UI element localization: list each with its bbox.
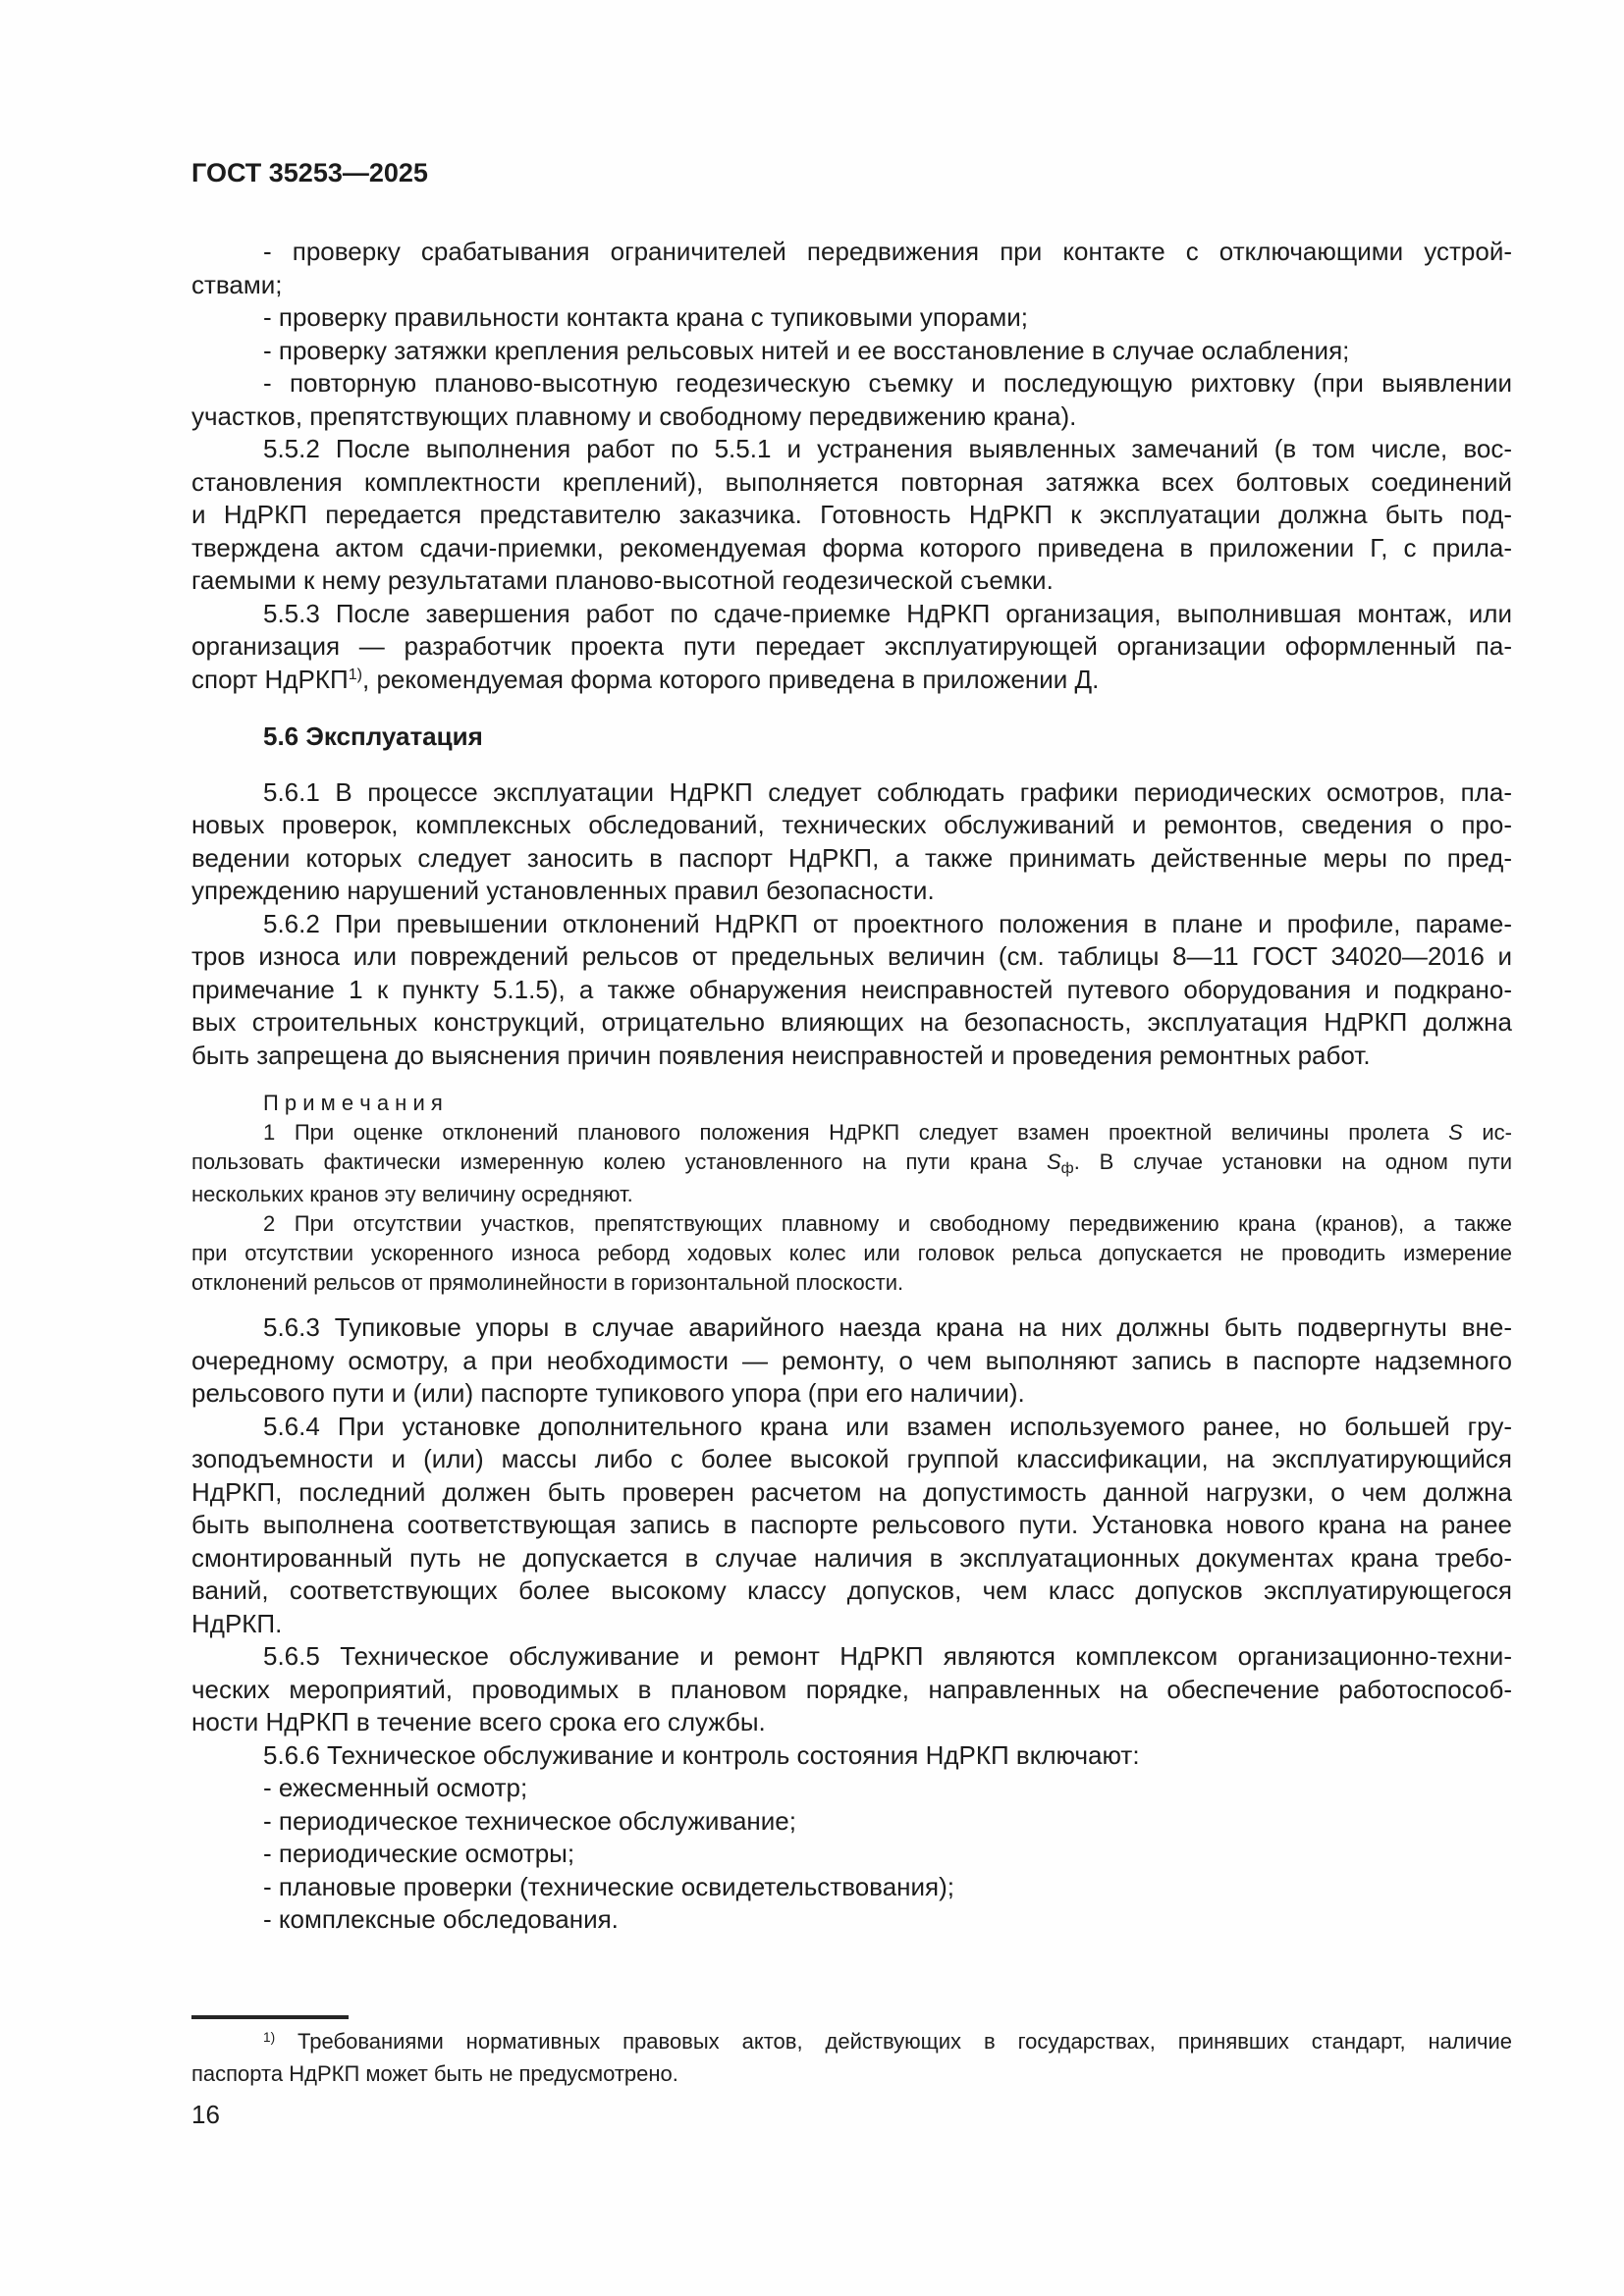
text-segment: ваний, соответствующих более высокому классу допусков, чем класс допусков эксплуатирующегося [191,1575,1512,1605]
note-1 [191,1118,1512,1209]
text-segment: П р и м е ч а н и я [263,1091,443,1115]
text-line [191,499,1512,532]
variable-italic: S [1046,1149,1061,1174]
standard-number-header: ГОСТ 35253—2025 [191,158,428,187]
text-segment: быть выполнена соответствующая запись в паспорте рельсового пути. Установка нового крана на ранее [191,1510,1512,1539]
text-segment: - плановые проверки (технические освидетельствования); [263,1871,954,1901]
text-line [191,1739,1512,1773]
text-line [191,1209,1512,1239]
text-segment: при отсутствии ускоренного износа реборд ходовых колес или головок рельса допускается не проводить измерение [191,1241,1512,1265]
notes-block [191,1089,1512,1298]
text-segment: - проверку правильности контакта крана с тупиковыми упорами; [263,302,1028,332]
paragraph-5-6-6 [191,1739,1512,1773]
text-segment: пользовать фактически измеренную колею установленного на пути крана [191,1149,1047,1174]
text-segment: 5.6.2 При превышении отклонений НдРКП от проектного положения в плане и профиле, параме- [263,908,1512,938]
text-line [191,1674,1512,1707]
text-line [191,1805,1512,1839]
text-line [191,776,1512,810]
text-segment: новых проверок, комплексных обследований, технических обслуживаний и ремонтов, сведения о про- [191,810,1512,839]
list-item-periodic-maintenance [191,1805,1512,1839]
text-segment: ис- [1462,1120,1513,1145]
text-line [191,664,1512,701]
text-segment: - ежесменный осмотр; [263,1773,528,1802]
paragraph-5-6-1 [191,776,1512,908]
list-item-rail-fastening [191,335,1512,368]
footnote-divider [191,2015,349,2019]
text-segment: - проверку срабатывания ограничителей передвижения при контакте с отключающими устрой- [263,237,1512,266]
text-segment: ческих мероприятий, проводимых в плановом порядке, направленных на обеспечение работоспособ- [191,1674,1512,1704]
superscript-footnote-marker: 1) [263,2029,276,2045]
list-item-geodetic-survey [191,367,1512,433]
text-line [191,564,1512,598]
text-segment: 1 При оценке отклонений планового положения НдРКП следует взамен проектной величины пролета [263,1120,1449,1145]
note-2 [191,1209,1512,1298]
text-segment: ведении которых следует заносить в паспорт НдРКП, а также принимать действенные меры по пред- [191,842,1512,873]
text-segment: НдРКП, последний должен быть проверен расчетом на допустимость данной нагрузки, о чем должна [191,1476,1512,1507]
text-line [191,598,1512,631]
text-line [191,1345,1512,1378]
text-segment: и НдРКП передается представителю заказчика. Готовность НдРКП к эксплуатации должна быть под- [191,500,1512,529]
paragraph-5-6-5 [191,1640,1512,1739]
text-line [191,367,1512,400]
text-line [191,1239,1512,1268]
text-line [191,532,1512,565]
section-heading-5-6: 5.6 Эксплуатация [263,721,483,751]
text-line [191,1148,1512,1180]
paragraph-5-5-3 [191,598,1512,701]
text-segment: примечание 1 к пункту 5.1.5), а также обнаружения неисправностей путевого оборудования и подкрано- [191,974,1512,1004]
text-line [191,1871,1512,1904]
text-segment: 5.6.6 Техническое обслуживание и контроль состояния НдРКП включают: [263,1739,1140,1770]
text-line [191,842,1512,876]
text-segment: . В случае установки на одном пути [1073,1149,1513,1174]
text-segment: 5.6.4 При установке дополнительного крана или взамен используемого ранее, но большей гру- [263,1411,1512,1441]
text-segment: 5.6.5 Техническое обслуживание и ремонт НдРКП являются комплексом организационно-техни- [263,1641,1512,1671]
notes-heading [191,1089,1512,1118]
text-line [191,1772,1512,1805]
text-segment: - периодические осмотры; [263,1839,575,1868]
text-line [191,2027,1512,2059]
text-line [191,1575,1512,1608]
text-segment: смонтированный путь не допускается в случае наличия в эксплуатационных документах крана требо- [191,1542,1512,1573]
text-line [191,1838,1512,1871]
text-segment: - комплексные обследования. [263,1904,619,1934]
text-segment: рельсового пути и (или) паспорте тупикового упора (при его наличии). [191,1378,1025,1408]
text-line [191,1268,1512,1298]
text-segment: нескольких кранов эту величину осредняют. [191,1182,633,1206]
subscript-text: ф [1060,1160,1074,1178]
paragraph-5-5-2 [191,433,1512,598]
text-line [191,2059,1512,2089]
text-segment: - проверку затяжки крепления рельсовых нитей и ее восстановление в случае ослабления; [263,335,1350,365]
paragraph-5-6-4 [191,1411,1512,1641]
text-segment: 5.6.1 В процессе эксплуатации НдРКП следует соблюдать графики периодических осмотров, пла- [263,776,1512,807]
text-segment: НдРКП. [191,1608,283,1638]
variable-italic: S [1448,1120,1463,1145]
list-item-periodic-inspections [191,1838,1512,1871]
text-segment: , рекомендуемая форма которого приведена в приложении Д. [362,664,1100,694]
footnote [191,2027,1512,2089]
text-line [191,1089,1512,1118]
text-segment: тверждена актом сдачи-приемки, рекомендуемая форма которого приведена в приложении Г, с прила- [191,532,1512,562]
text-line [191,1476,1512,1510]
text-line [191,974,1512,1007]
text-segment: Требованиями нормативных правовых актов, действующих в государствах, принявших стандарт, наличие [275,2028,1512,2054]
text-line [191,1903,1512,1937]
text-segment: зоподъемности и (или) массы либо с более высокой группой классификации, на эксплуатирующийся [191,1444,1512,1473]
list-item-limit-switches [191,236,1512,301]
text-line [191,1006,1512,1040]
list-item-comprehensive-surveys [191,1903,1512,1937]
footnote-block [191,2015,1512,2089]
text-line [191,908,1512,941]
text-line [191,400,1512,434]
text-line [191,335,1512,368]
text-segment: ности НдРКП в течение всего срока его службы. [191,1707,766,1736]
text-segment: очередному осмотру, а при необходимости — ремонту, о чем выполняют запись в паспорте надземного [191,1345,1512,1375]
text-line [191,466,1512,500]
text-segment: становления комплектности креплений), выполняется повторная затяжка всех болтовых соединений [191,466,1512,497]
text-segment: 2 При отсутствии участков, препятствующих плавному и свободному передвижению крана (кранов), а также [263,1211,1512,1236]
text-line [191,433,1512,466]
text-line [191,236,1512,269]
text-line [191,269,1512,302]
text-line [191,1509,1512,1542]
text-segment: 5.5.3 После завершения работ по сдаче-приемке НдРКП организация, выполнившая монтаж, или [263,598,1512,628]
text-segment: спорт НдРКП [191,664,349,694]
text-line [191,1377,1512,1411]
text-line [191,1443,1512,1476]
text-line [191,1118,1512,1148]
text-line [191,1608,1512,1641]
list-item-buffer-contact [191,301,1512,335]
text-segment: упреждению нарушений установленных правил безопасности. [191,876,935,905]
text-segment: - периодическое техническое обслуживание; [263,1805,796,1836]
text-segment: - повторную планово-высотную геодезическую съемку и последующую рихтовку (при выявлении [263,368,1512,398]
text-segment: 5.6.3 Тупиковые упоры в случае аварийного наезда крана на них должны быть подвергнуты вне- [263,1312,1512,1342]
text-segment: ствами; [191,269,283,299]
text-line [191,1411,1512,1444]
text-line [191,809,1512,842]
text-segment: вых строительных конструкций, отрицательно влияющих на безопасность, эксплуатация НдРКП должна [191,1007,1512,1037]
superscript-footnote-marker: 1) [348,666,363,684]
page-number: 16 [191,2099,220,2129]
text-segment: организация — разработчик проекта пути передает эксплуатирующей организации оформленный па- [191,631,1512,661]
text-line [191,940,1512,974]
text-line [191,1706,1512,1739]
text-line [191,1180,1512,1209]
text-line [191,1311,1512,1345]
paragraph-5-6-2 [191,908,1512,1073]
paragraph-5-6-3 [191,1311,1512,1411]
text-segment: паспорта НдРКП может быть не предусмотрено. [191,2060,678,2086]
text-line [191,1640,1512,1674]
text-line [191,1040,1512,1073]
footnote-paragraph [191,2027,1512,2089]
text-line [191,301,1512,335]
list-item-scheduled-checks [191,1871,1512,1904]
document-body [191,236,1512,1937]
text-segment: 5.5.2 После выполнения работ по 5.5.1 и устранения выявленных замечаний (в том числе, вос- [263,434,1512,463]
text-segment: быть запрещена до выяснения причин появления неисправностей и проведения ремонтных работ. [191,1040,1371,1070]
text-segment: тров износа или повреждений рельсов от предельных величин (см. таблицы 8—11 ГОСТ 34020—2016 и [191,941,1512,971]
text-line [191,1542,1512,1575]
text-segment: гаемыми к нему результатами планово-высотной геодезической съемки. [191,565,1054,595]
text-line [191,630,1512,664]
text-segment: отклонений рельсов от прямолинейности в горизонтальной плоскости. [191,1270,904,1295]
list-item-shift-inspection [191,1772,1512,1805]
text-segment: участков, препятствующих плавному и свободному передвижению крана). [191,400,1077,431]
text-line [191,875,1512,908]
